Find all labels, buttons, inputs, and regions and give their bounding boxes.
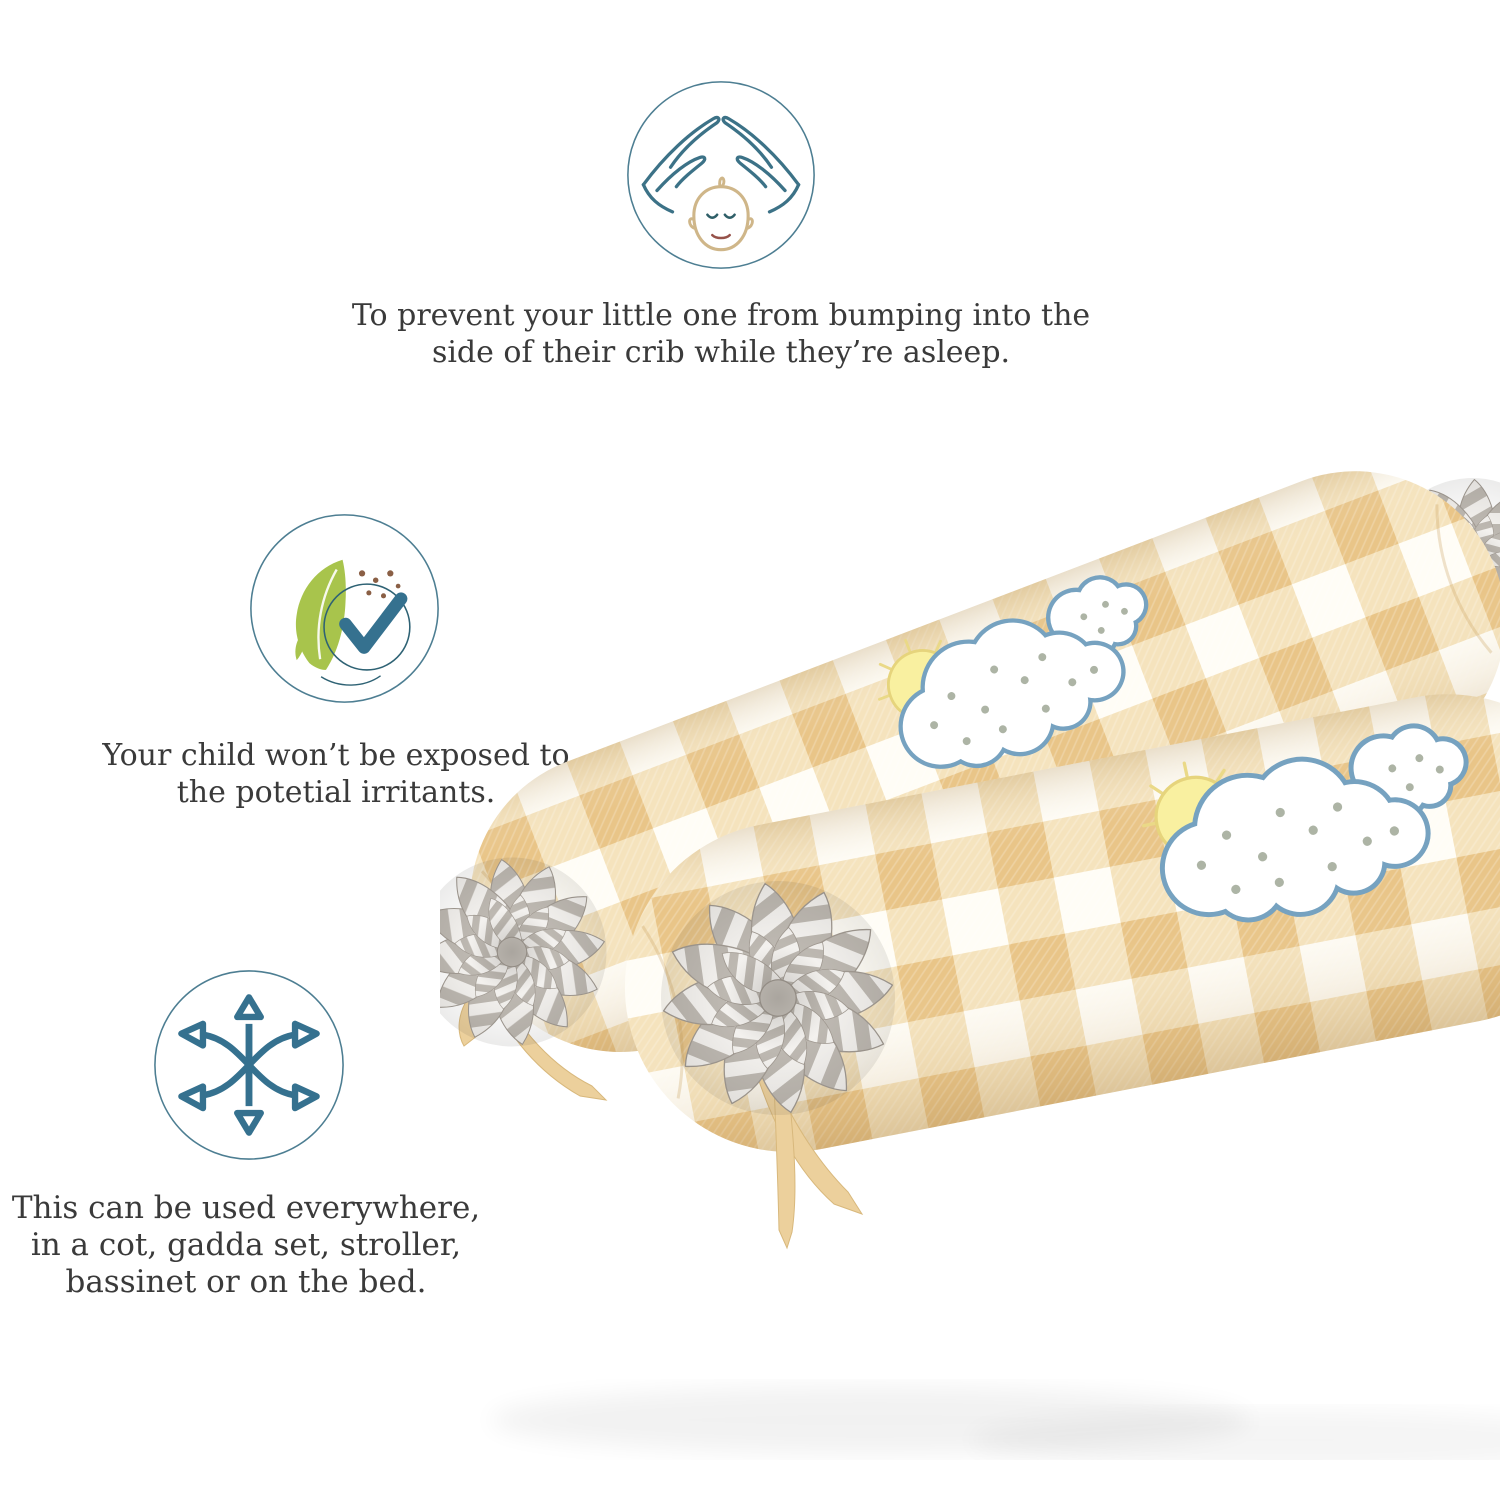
arrows: [181, 997, 316, 1132]
swoosh: [321, 676, 380, 685]
hands-over-baby-head-icon: [624, 78, 818, 272]
soft-shadow: [490, 1386, 1500, 1460]
leaf-checkmark-icon: [247, 511, 442, 706]
hands-outline: [643, 118, 798, 212]
caption-line: side of their crib while they’re asleep.: [431, 335, 1011, 370]
bolsters-photo-svg: [440, 430, 1500, 1460]
icon-circle: [628, 82, 814, 268]
multi-direction-arrows-icon: [151, 967, 347, 1163]
use-everywhere-icon-svg: [151, 967, 347, 1163]
caption-use-everywhere: [0, 1190, 492, 1301]
caption-line: To prevent your little one from bumping into the: [351, 298, 1091, 333]
caption-line: the potetial irritants.: [176, 775, 496, 810]
baby-face: [690, 178, 753, 250]
no-irritants-icon-svg: [247, 511, 442, 706]
caption-line: bassinet or on the bed.: [65, 1264, 427, 1300]
product-photo: [440, 430, 1500, 1460]
caption-line: in a cot, gadda set, stroller,: [30, 1227, 462, 1263]
caption-crib-protection: [171, 297, 1271, 371]
caption-line: Your child won’t be exposed to: [102, 738, 570, 773]
caption-line: This can be used everywhere,: [11, 1190, 481, 1226]
protection-icon-svg: [624, 78, 818, 272]
